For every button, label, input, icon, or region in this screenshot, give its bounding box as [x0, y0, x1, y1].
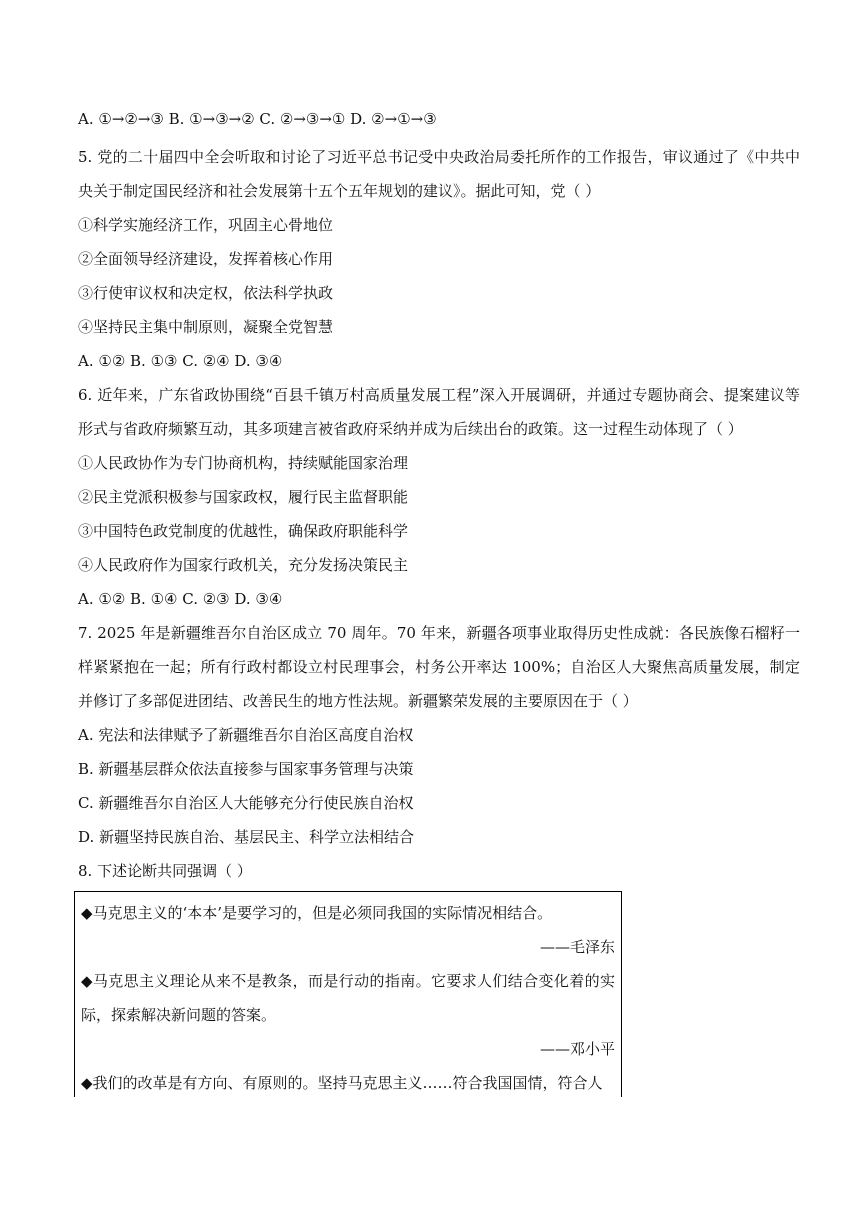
q8-quote-3: ◆我们的改革是有方向、有原则的。坚持马克思主义……符合我国国情，符合人	[81, 1074, 603, 1092]
q6-item-4: ④人民政府作为国家行政机关，充分发扬决策民主	[78, 556, 409, 574]
q5-stem: 5. 党的二十届四中全会听取和讨论了习近平总书记受中央政治局委托所作的工作报告，审议通过了《中共中央关于制定国民经济和社会发展第十五个五年规划的建议》。据此可知，党（ ）	[78, 148, 800, 200]
q6-item-2: ②民主党派积极参与国家政权，履行民主监督职能	[78, 488, 409, 506]
q5-item-3: ③行使审议权和决定权，依法科学执政	[78, 284, 334, 302]
q5-item-4: ④坚持民主集中制原则，凝聚全党智慧	[78, 318, 334, 336]
q6-options: A. ①② B. ①④ C. ②③ D. ③④	[78, 590, 283, 608]
q7-choice-a: A. 宪法和法律赋予了新疆维吾尔自治区高度自治权	[78, 726, 414, 744]
q8-quote-2: ◆马克思主义理论从来不是教条，而是行动的指南。它要求人们结合变化着的实际，探索解决新问题的答案。	[81, 972, 615, 1024]
q7-choice-d: D. 新疆坚持民族自治、基层民主、科学立法相结合	[78, 828, 415, 846]
q5-item-2: ②全面领导经济建设，发挥着核心作用	[78, 250, 334, 268]
q5-options: A. ①② B. ①③ C. ②④ D. ③④	[78, 352, 283, 370]
q6-item-1: ①人民政协作为专门协商机构，持续赋能国家治理	[78, 454, 409, 472]
q4-options: A. ①→②→③ B. ①→③→② C. ②→③→① D. ②→①→③	[78, 110, 437, 128]
q8-quote-1: ◆马克思主义的‘本本’是要学习的，但是必须同我国的实际情况相结合。	[81, 904, 553, 922]
q6-item-3: ③中国特色政党制度的优越性，确保政府职能科学	[78, 522, 409, 540]
q8-stem: 8. 下述论断共同强调（ ）	[78, 862, 252, 880]
q7-choice-c: C. 新疆维吾尔自治区人大能够充分行使民族自治权	[78, 794, 414, 812]
q6-stem: 6. 近年来，广东省政协围绕“百县千镇万村高质量发展工程”深入开展调研，并通过专题协商会、提案建议等形式与省政府频繁互动，其多项建言被省政府采纳并成为后续出台的政策。这一过程生动体现了（ ）	[78, 386, 800, 438]
question-page	[78, 108, 800, 888]
q7-choice-b: B. 新疆基层群众依法直接参与国家事务管理与决策	[78, 760, 414, 778]
q7-stem: 7. 2025 年是新疆维吾尔自治区成立 70 周年。70 年来，新疆各项事业取得历史性成就：各民族像石榴籽一样紧紧抱在一起；所有行政村都设立村民理事会，村务公开率达 100%；自治区人大聚焦高质量发展，制定并修订了多部促进团结、改善民生的地方性法规。新疆繁荣发展的主要原因在于（ ）	[78, 624, 800, 710]
q5-item-1: ①科学实施经济工作，巩固主心骨地位	[78, 216, 334, 234]
q8-quote-2-source: ——邓小平	[539, 1040, 615, 1058]
q8-quote-box	[74, 891, 622, 1097]
q8-quote-1-source: ——毛泽东	[539, 938, 615, 956]
